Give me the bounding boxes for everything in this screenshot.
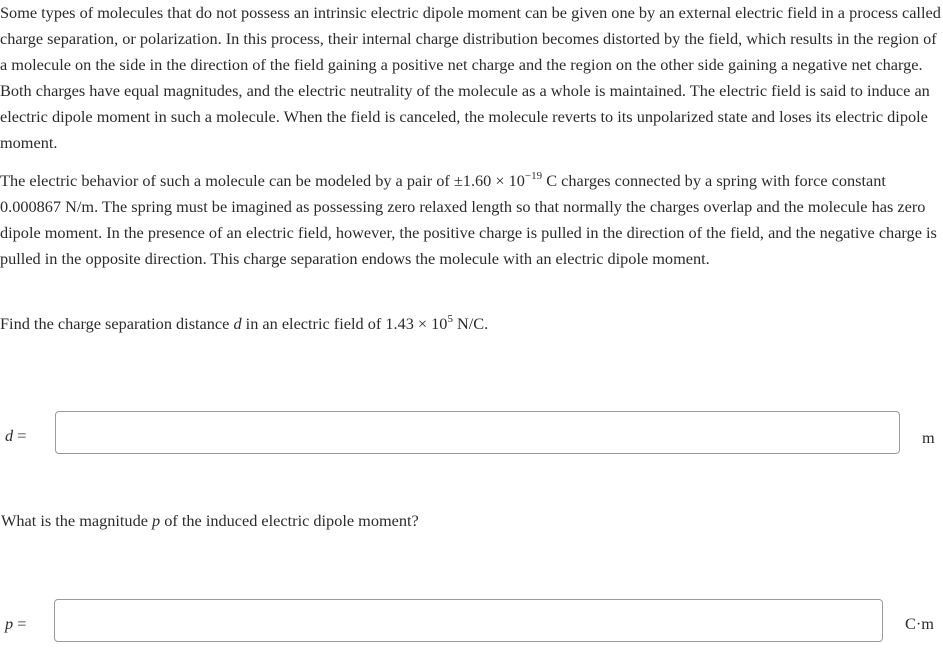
q1-variable: d xyxy=(233,314,242,333)
field-exponent: 5 xyxy=(447,312,453,325)
question-1-text xyxy=(0,311,943,337)
q2-text-a: What is the magnitude xyxy=(1,511,153,530)
answer-1-variable: d xyxy=(5,426,14,445)
question-2-text xyxy=(1,508,943,534)
q2-variable: p xyxy=(152,511,161,530)
dipole-moment-unit: C·m xyxy=(905,614,934,633)
model-text-a: The electric behavior of such a molecule can be modeled by a pair of ±1.60 × 10 xyxy=(0,171,525,190)
answer-1-equals: = xyxy=(13,426,27,445)
answer-2-equals: = xyxy=(13,614,27,633)
answer-1-label xyxy=(5,426,26,446)
charge-exponent: −19 xyxy=(524,169,543,182)
q2-text-b: of the induced electric dipole moment? xyxy=(160,511,419,530)
model-paragraph xyxy=(0,168,943,272)
dipole-moment-answer-input[interactable] xyxy=(54,599,883,642)
answer-2-variable: p xyxy=(5,614,14,633)
intro-paragraph: Some types of molecules that do not possess an intrinsic electric dipole moment can be given one by an external electric field in a process called charge separation, or polarization. In this process, their internal charge distribution becomes distorted by the field, which results in the region of a molecule on the side in the direction of the field gaining a positive net charge and the region on the other side gaining a negative net charge. Both charges have equal magnitudes, and the electric neutrality of the molecule as a whole is maintained. The electric field is said to induce an electric dipole moment in such a molecule. When the field is canceled, the molecule reverts to its unpolarized state and loses its electric dipole moment. xyxy=(0,3,941,152)
q1-text-c: N/C. xyxy=(452,314,489,333)
q1-text-b: in an electric field of 1.43 × 10 xyxy=(241,314,448,333)
q1-text-a: Find the charge separation distance xyxy=(0,314,234,333)
distance-answer-input[interactable] xyxy=(55,411,900,454)
answer-2-label xyxy=(5,614,26,634)
distance-unit: m xyxy=(922,428,935,447)
model-text-b: C charges connected by a spring with force constant 0.000867 N/m. The spring must be imagined as possessing zero relaxed length so that normally the charges overlap and the molecule has zero dipole moment. In the presence of an electric field, however, the positive charge is pulled in the direction of the field, and the negative charge is pulled in the opposite direction. This charge separation endows the molecule with an electric dipole moment. xyxy=(0,171,937,268)
